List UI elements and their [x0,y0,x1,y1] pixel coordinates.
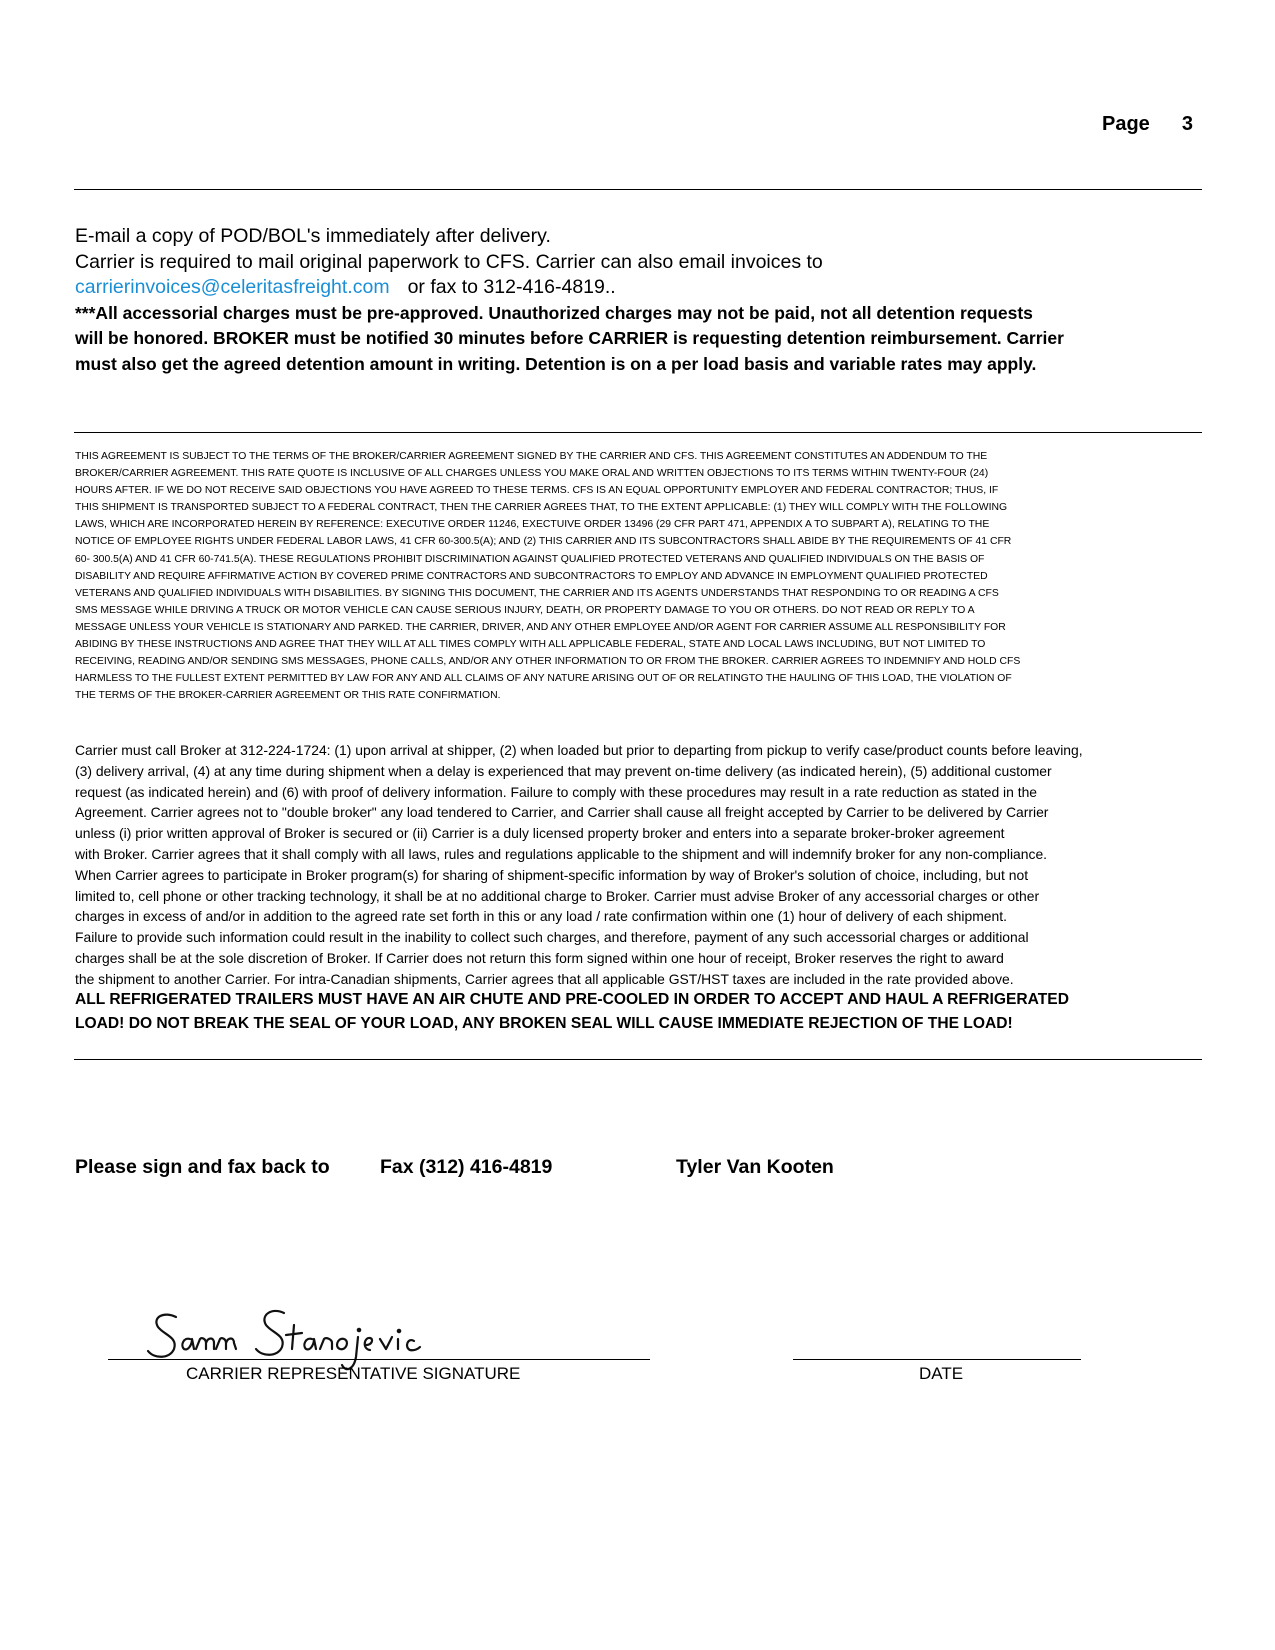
legal-line: HOURS AFTER. IF WE DO NOT RECEIVE SAID OBJECTIONS YOU HAVE AGREED TO THESE TERMS. CFS IS AN EQUAL OPPORTUNITY EMPLOYER AND FEDERAL CONTRACTOR; THUS, IF [75,485,999,497]
carrier-terms [75,740,1215,990]
warning-line: ALL REFRIGERATED TRAILERS MUST HAVE AN AIR CHUTE AND PRE-COOLED IN ORDER TO ACCEPT AND HAUL A REFRIGERATED [75,991,1069,1008]
divider-middle [74,432,1202,433]
legal-line: DISABILITY AND REQUIRE AFFIRMATIVE ACTION BY COVERED PRIME CONTRACTORS AND SUBCONTRACTORS TO EMPLOY AND ADVANCE IN EMPLOYMENT QUALIFIED PROTECTED [75,570,988,582]
accessorial-notice-line-1: ***All accessorial charges must be pre-approved. Unauthorized charges may not be paid, not all detention requests [75,302,1033,323]
legal-line: ABIDING BY THESE INSTRUCTIONS AND AGREE THAT THEY WILL AT ALL TIMES COMPLY WITH ALL APPLICABLE FEDERAL, STATE AND LOCAL LAWS INCLUDING, BUT NOT LIMITED TO [75,639,986,651]
legal-terms [75,448,1215,704]
instruction-line-pod: E-mail a copy of POD/BOL's immediately after delivery. [75,225,551,247]
date-line[interactable] [793,1359,1081,1360]
divider-bottom [74,1059,1202,1060]
legal-line: RECEIVING, READING AND/OR SENDING SMS MESSAGES, PHONE CALLS, AND/OR ANY OTHER INFORMATION TO OR FROM THE BROKER. CARRIER AGREES TO INDEMNIFY AND HOLD CFS [75,656,1021,668]
sign-fax-instruction: Please sign and fax back to [75,1156,330,1178]
page-label: Page [1102,113,1150,135]
page-number-header [1102,113,1193,136]
legal-line: THIS SHIPMENT IS TRANSPORTED SUBJECT TO A FEDERAL CONTRACT, THEN THE CARRIER AGREES THAT, TO THE EXTENT APPLICABLE: (1) THEY WILL COMPLY WITH THE FOLLOWING [75,502,1008,514]
broker-contact: Tyler Van Kooten [676,1156,834,1178]
warning-line: LOAD! DO NOT BREAK THE SEAL OF YOUR LOAD, ANY BROKEN SEAL WILL CAUSE IMMEDIATE REJECTION OF THE LOAD! [75,1015,1013,1032]
divider-top [74,189,1202,190]
carrier-line: request (as indicated herein) and (6) with proof of delivery information. Failure to comply with these procedures may result in a rate reduction as stated in the [75,783,1038,800]
carrier-line: limited to, cell phone or other tracking technology, it shall be at no additional charge to Broker. Carrier must advise Broker of any accessorial charges or other [75,887,1040,904]
carrier-line: charges in excess of and/or in addition to the agreed rate set forth in this or any load / rate confirmation within one (1) hour of delivery of each shipment. [75,908,1007,925]
fax-text: or fax to 312-416-4819.. [407,276,616,298]
page-number: 3 [1181,113,1193,135]
legal-line: HARMLESS TO THE FULLEST EXTENT PERMITTED BY LAW FOR ANY AND ALL CLAIMS OF ANY NATURE ARISING OUT OF OR RELATINGTO THE HAULING OF THIS LOAD, THE VIOLATION OF [75,673,1012,685]
date-caption: DATE [919,1364,964,1383]
legal-line: BROKER/CARRIER AGREEMENT. THIS RATE QUOTE IS INCLUSIVE OF ALL CHARGES UNLESS YOU MAKE ORAL AND WRITTEN OBJECTIONS TO ITS TERMS WITHIN TWENTY-FOUR (24) [75,468,989,480]
accessorial-notice-line-3: must also get the agreed detention amount in writing. Detention is on a per load basis and variable rates may apply. [75,353,1037,374]
signature-caption: CARRIER REPRESENTATIVE SIGNATURE [186,1364,521,1383]
delivery-instructions [75,224,1215,377]
signature-line[interactable] [108,1359,650,1360]
instruction-line-paperwork: Carrier is required to mail original paperwork to CFS. Carrier can also email invoices to [75,250,823,273]
carrier-line: (3) delivery arrival, (4) at any time during shipment when a delay is experienced that may prevent on-time delivery (as indicated herein), (5) additional customer [75,762,1052,779]
legal-line: MESSAGE UNLESS YOUR VEHICLE IS STATIONARY AND PARKED. THE CARRIER, DRIVER, AND ANY OTHER EMPLOYEE AND/OR AGENT FOR CARRIER ASSUME ALL RESPONSIBILITY FOR [75,621,1006,633]
legal-line: LAWS, WHICH ARE INCORPORATED HEREIN BY REFERENCE: EXECUTIVE ORDER 11246, EXECTUIVE ORDER 13496 (29 CFR PART 471, APPENDIX A TO SUBPART A), RELATING TO THE [75,519,990,531]
legal-line: THE TERMS OF THE BROKER-CARRIER AGREEMENT OR THIS RATE CONFIRMATION. [75,690,501,702]
invoice-email-link[interactable]: carrierinvoices@celeritasfreight.com [75,276,390,298]
fax-number: Fax (312) 416-4819 [380,1156,553,1178]
legal-line: NOTICE OF EMPLOYEE RIGHTS UNDER FEDERAL LABOR LAWS, 41 CFR 60-300.5(A); AND (2) THIS CARRIER AND ITS SUBCONTRACTORS SHALL ABIDE BY THE REQUIREMENTS OF 41 CFR [75,536,1012,548]
carrier-line: When Carrier agrees to participate in Broker program(s) for sharing of shipment-specific information by way of Broker's solution of choice, including, but not [75,866,1029,883]
carrier-line: unless (i) prior written approval of Broker is secured or (ii) Carrier is a duly licensed property broker and enters into a separate broker-broker agreement [75,825,1005,842]
carrier-line: the shipment to another Carrier. For intra-Canadian shipments, Carrier agrees that all applicable GST/HST taxes are included in the rate provided above. [75,970,1014,987]
carrier-line: Carrier must call Broker at 312-224-1724: (1) upon arrival at shipper, (2) when loaded but prior to departing from pickup to verify case/product counts before leaving, [75,742,1083,758]
legal-line: THIS AGREEMENT IS SUBJECT TO THE TERMS OF THE BROKER/CARRIER AGREEMENT SIGNED BY THE CARRIER AND CFS. THIS AGREEMENT CONSTITUTES AN ADDENDUM TO THE [75,451,988,462]
legal-line: VETERANS AND QUALIFIED INDIVIDUALS WITH DISABILITIES. BY SIGNING THIS DOCUMENT, THE CARRIER AND ITS AGENTS UNDERSTANDS THAT RESPONDING TO OR READING A CFS [75,587,999,599]
accessorial-notice-line-2: will be honored. BROKER must be notified 30 minutes before CARRIER is requesting detention reimbursement. Carrier [75,328,1064,348]
carrier-line: Failure to provide such information could result in the inability to collect such charges, and therefore, payment of any such accessorial charges or additional [75,929,1029,946]
legal-line: SMS MESSAGE WHILE DRIVING A TRUCK OR MOTOR VEHICLE CAN CAUSE SERIOUS INJURY, DEATH, OR PROPERTY DAMAGE TO YOU OR OTHERS. DO NOT READ OR REPLY TO A [75,604,975,616]
instruction-line-email [75,275,1215,301]
carrier-line: with Broker. Carrier agrees that it shall comply with all laws, rules and regulations applicable to the shipment and will indemnify broker for any non-compliance. [75,845,1048,862]
refrigerated-warning [75,988,1215,1036]
carrier-line: charges shall be at the sole discretion of Broker. If Carrier does not return this form signed within one hour of receipt, Broker reserves the right to award [75,949,1004,966]
carrier-line: Agreement. Carrier agrees not to "double broker" any load tendered to Carrier, and Carrier shall cause all freight accepted by Carrier to be delivered by Carrier [75,804,1049,821]
legal-line: 60- 300.5(A) AND 41 CFR 60-741.5(A). THESE REGULATIONS PROHIBIT DISCRIMINATION AGAINST QUALIFIED PROTECTED VETERANS AND QUALIFIED INDIVIDUALS ON THE BASIS OF [75,553,985,565]
